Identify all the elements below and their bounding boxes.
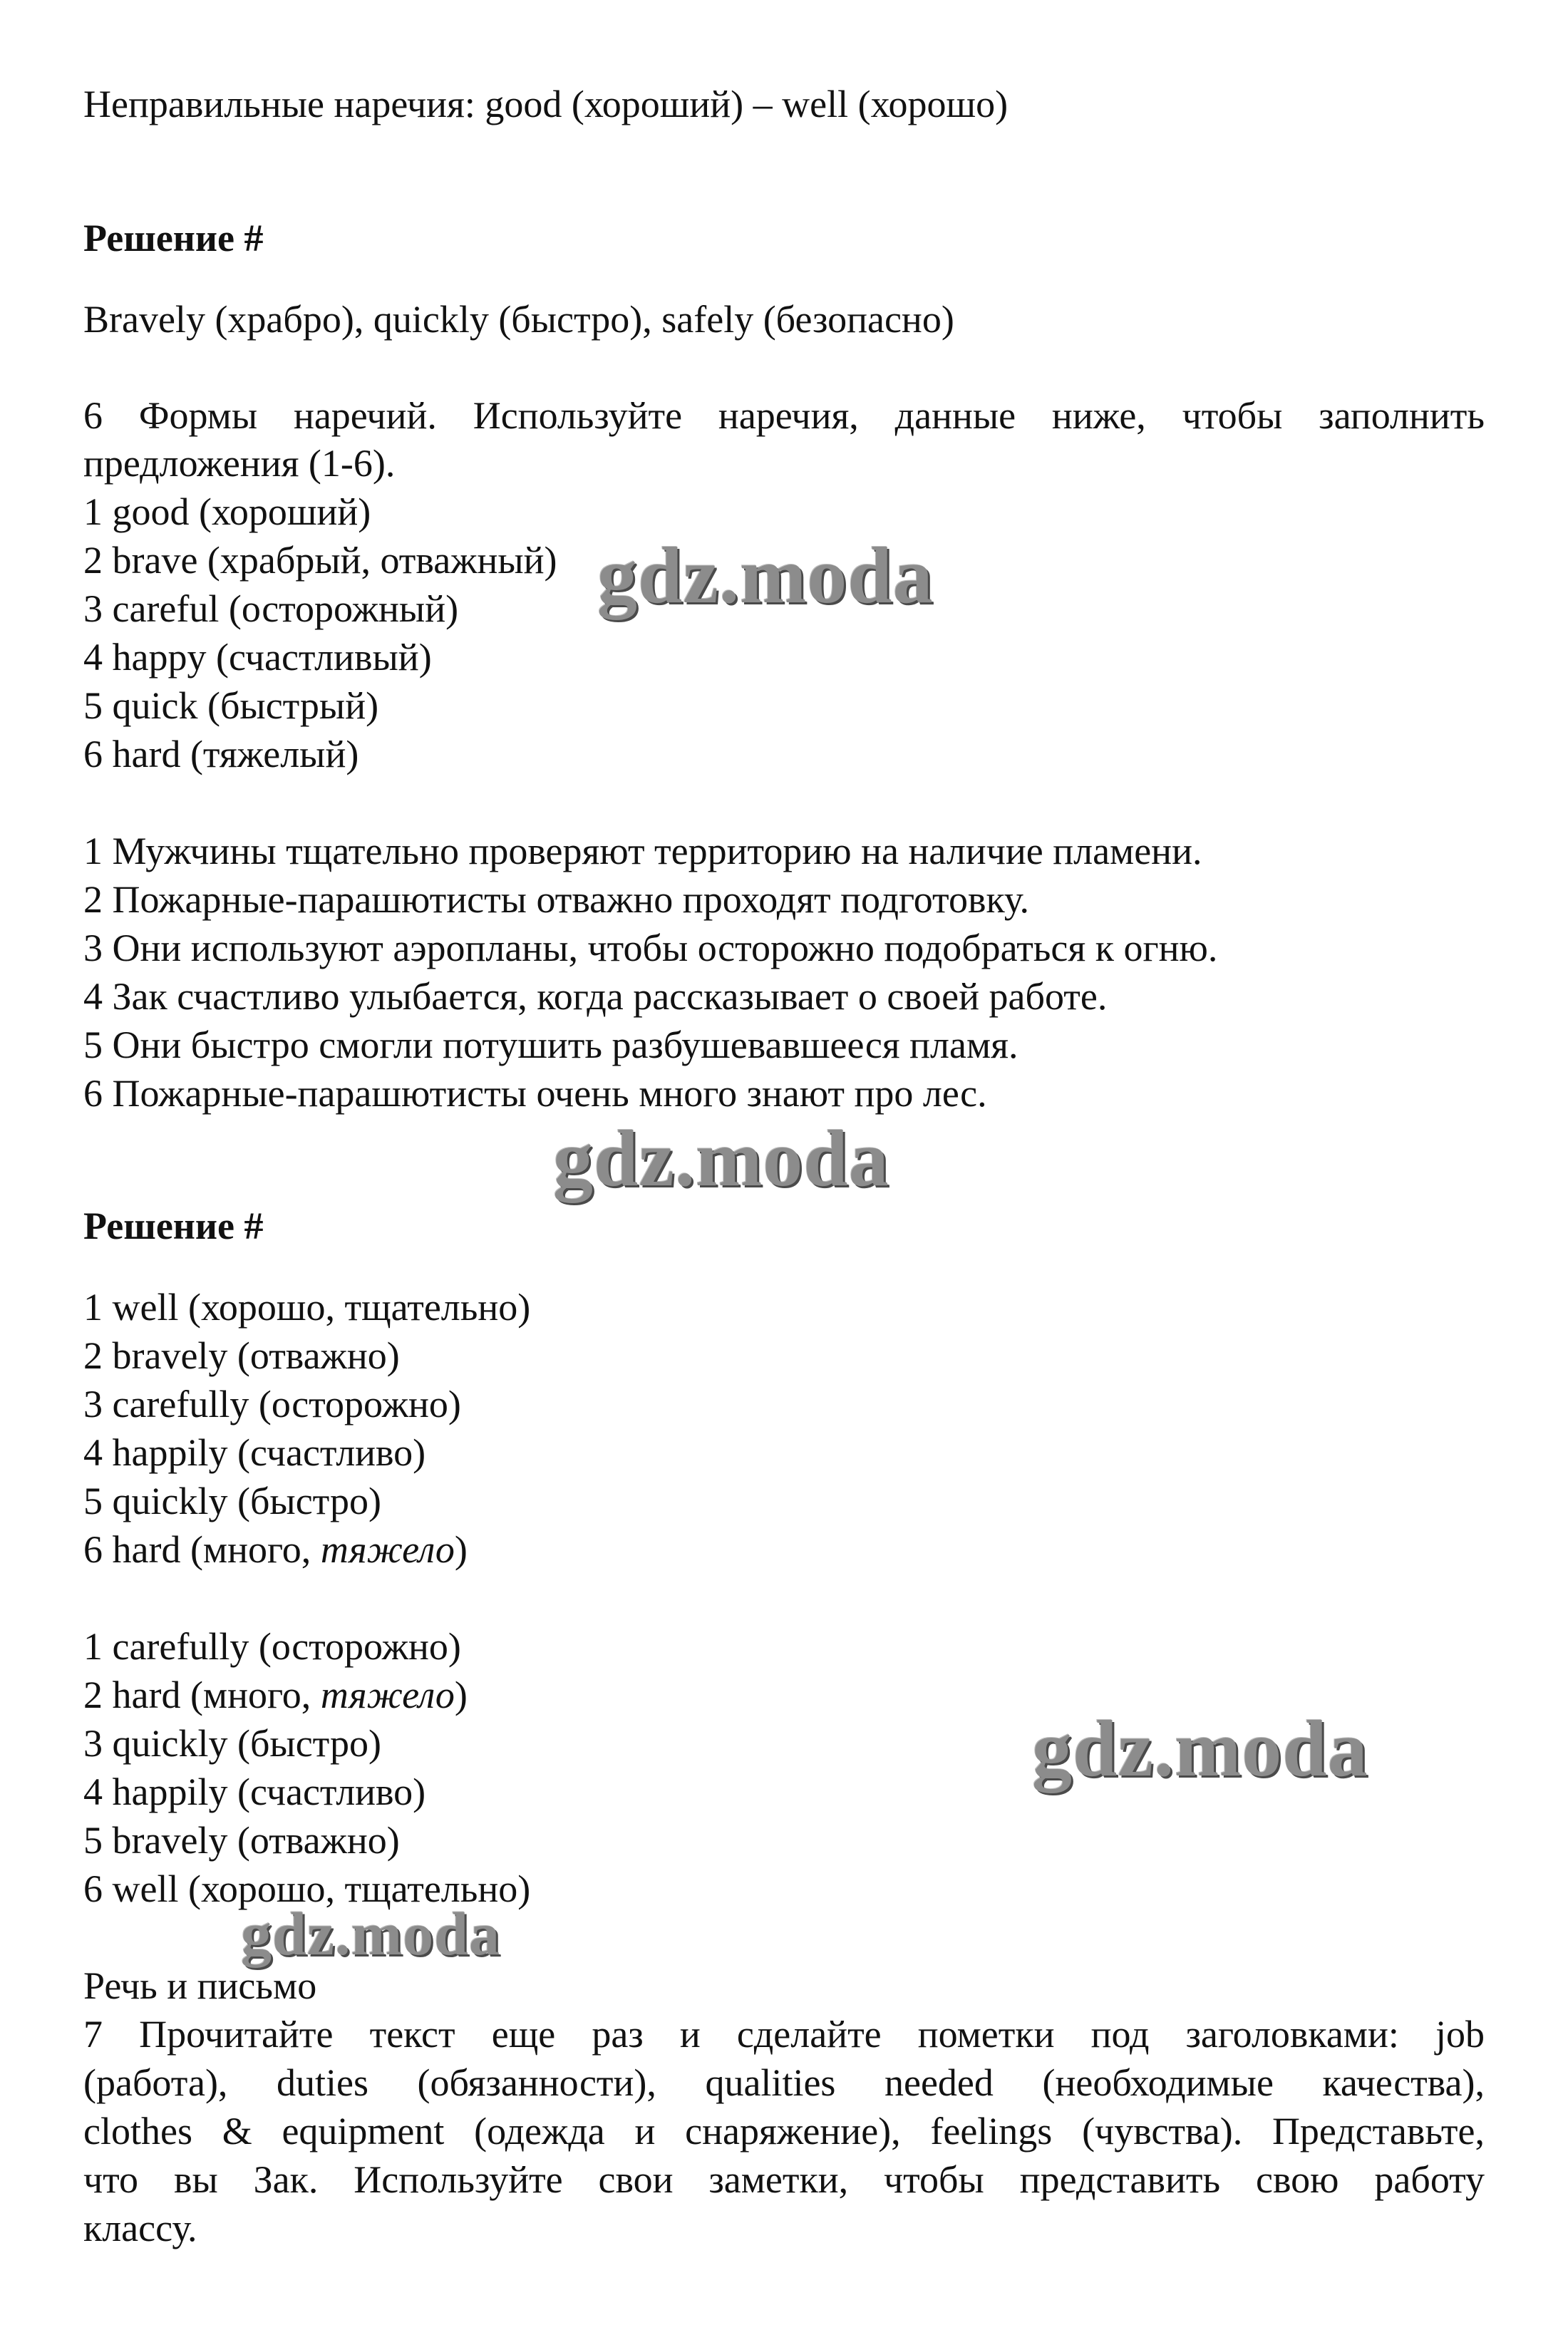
task7-line: (работа), duties (обязанности), qualities needed (необходимые качества), [83,2061,1485,2104]
watermark-logo: gdz.moda [553,1115,889,1203]
word-item: 5 quick (быстрый) [83,684,379,727]
solution-heading-2: Решение # [83,1205,264,1247]
word-item: 1 good (хороший) [83,490,371,533]
answer-item: 2 bravely (отважно) [83,1334,400,1377]
answer-text: ) [454,1528,468,1571]
irregular-adverbs-line: Неправильные наречия: good (хороший) – well (хорошо) [83,83,1009,125]
task7-line: что вы Зак. Используйте свои заметки, чтобы представить свою работу [83,2158,1485,2201]
watermark-logo: gdz.moda [241,1899,500,1968]
answer-item: 3 quickly (быстро) [83,1722,381,1765]
answer-item [83,1525,468,1574]
answer-text: 2 hard (много, [83,1674,321,1716]
watermark-logo: gdz.moda [597,532,934,620]
answer-item: 1 carefully (осторожно) [83,1625,461,1668]
sentence-item: 2 Пожарные-парашютисты отважно проходят подготовку. [83,878,1030,921]
answer-text: ) [454,1674,468,1716]
sentence-item: 4 Зак счастливо улыбается, когда рассказывает о своей работе. [83,975,1108,1018]
answer-italic-text: тяжело [320,1674,455,1716]
word-item: 2 brave (храбрый, отважный) [83,539,557,582]
task6-line-2: предложения (1-6). [83,442,396,485]
sentence-item: 6 Пожарные-парашютисты очень много знают про лес. [83,1072,987,1115]
sentence-item: 5 Они быстро смогли потушить разбушевавшееся пламя. [83,1024,1018,1066]
answer-italic-text: тяжело [320,1528,455,1571]
sentence-item: 3 Они используют аэропланы, чтобы осторожно подобраться к огню. [83,927,1218,969]
answer-item: 5 quickly (быстро) [83,1480,381,1522]
task6-line-1: 6 Формы наречий. Используйте наречия, данные ниже, чтобы заполнить [83,394,1485,437]
task7-line: 7 Прочитайте текст еще раз и сделайте пометки под заголовками: job [83,2013,1485,2056]
answer-item: 6 well (хорошо, тщательно) [83,1867,531,1910]
answer-item [83,1671,468,1719]
answer-item: 4 happily (счастливо) [83,1770,426,1813]
answer-item: 1 well (хорошо, тщательно) [83,1286,531,1329]
watermark-logo: gdz.moda [1032,1705,1368,1793]
answer-text: 6 hard (много, [83,1528,321,1571]
task7-line: clothes & equipment (одежда и снаряжение), feelings (чувства). Представьте, [83,2110,1485,2153]
section-title: Речь и письмо [83,1964,317,2007]
word-item: 3 careful (осторожный) [83,587,459,630]
solution-answer-line: Bravely (храбро), quickly (быстро), safely (безопасно) [83,298,954,341]
task7-line: классу. [83,2207,197,2249]
sentence-item: 1 Мужчины тщательно проверяют территорию на наличие пламени. [83,830,1202,872]
answer-item: 5 bravely (отважно) [83,1819,400,1862]
solution-heading-1: Решение # [83,217,264,259]
word-item: 6 hard (тяжелый) [83,733,359,775]
answer-item: 3 carefully (осторожно) [83,1383,461,1426]
answer-item: 4 happily (счастливо) [83,1431,426,1474]
word-item: 4 happy (счастливый) [83,636,432,679]
